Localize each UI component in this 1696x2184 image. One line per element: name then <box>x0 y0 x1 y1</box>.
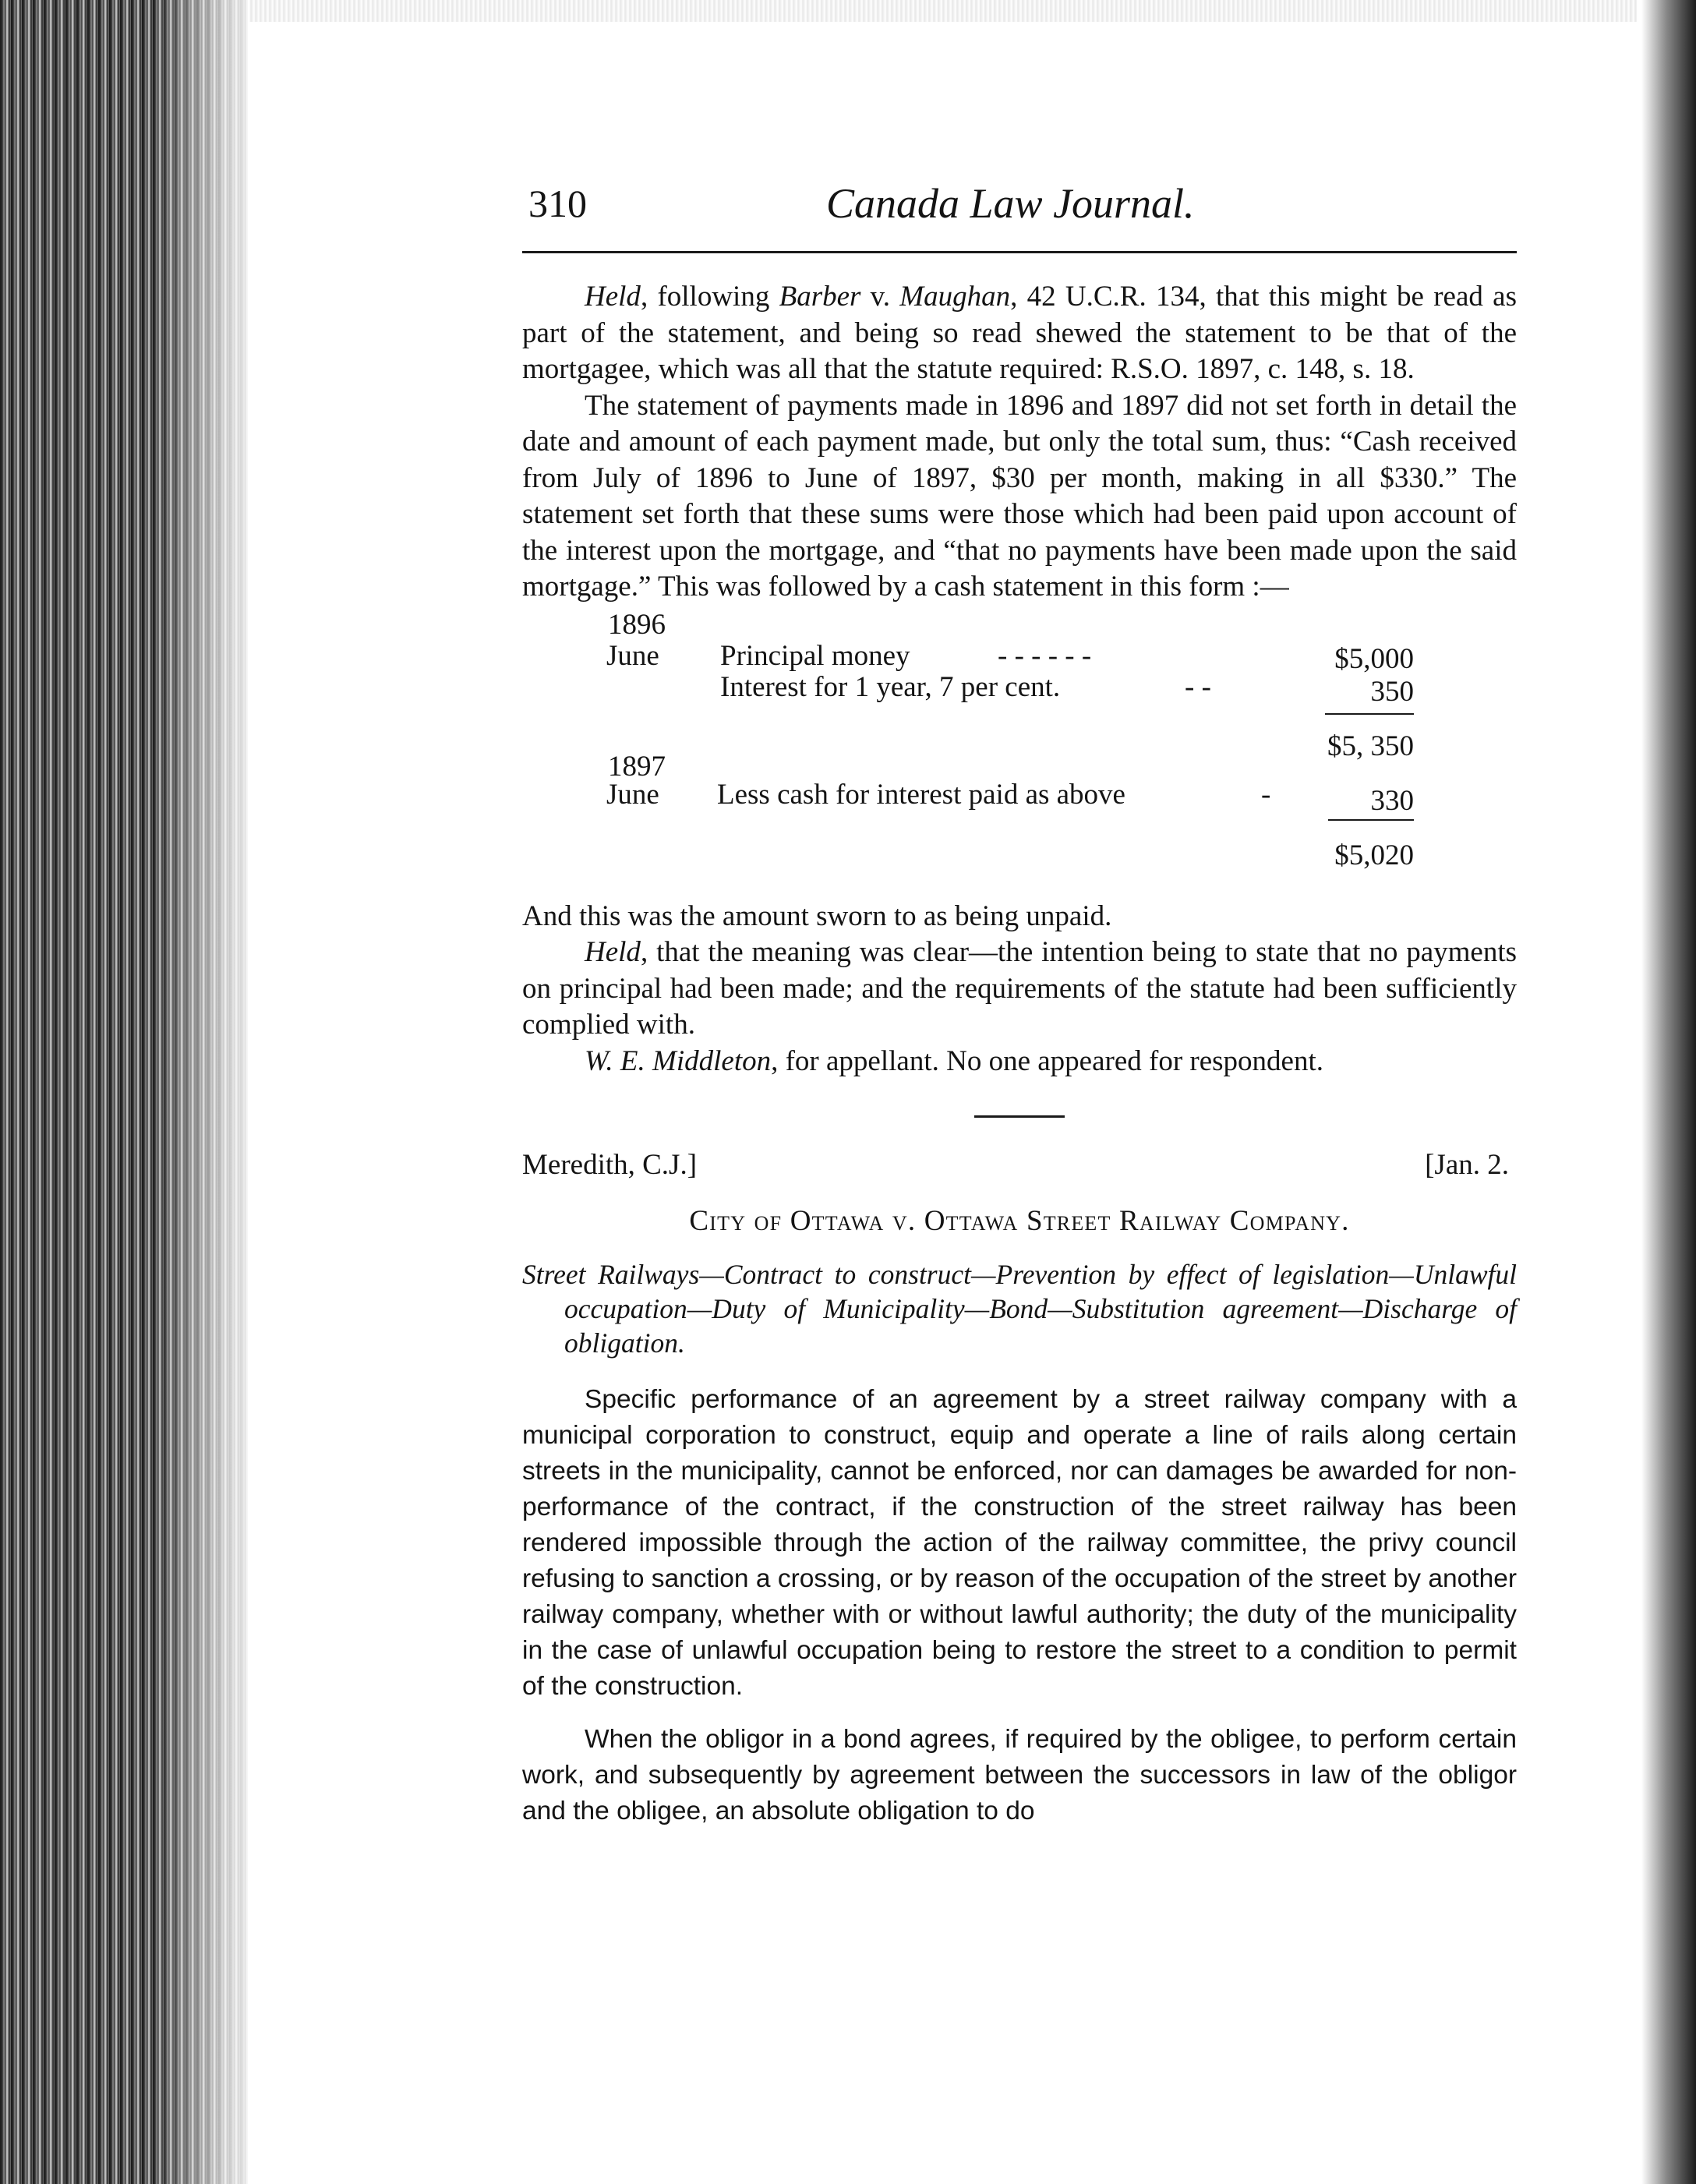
cash-row-label: Interest for 1 year, 7 per cent. <box>720 670 1061 703</box>
cash-month-june: June <box>606 639 659 672</box>
paragraph-obligor-bond: When the obligor in a bond agrees, if required by the obligee, to perform certain work, and subsequently by agreement between the successors in law of the obligor and the obligee, an absolute obligation to do <box>522 1724 1517 1825</box>
sum-rule <box>1328 819 1414 821</box>
case-title: City of Ottawa v. Ottawa Street Railway Company. <box>689 1205 1350 1237</box>
case-name: Barber <box>779 281 861 313</box>
cash-row-amount: 350 <box>1370 675 1414 708</box>
running-header <box>514 179 1512 249</box>
cash-year-1896: 1896 <box>608 608 666 641</box>
header-rule <box>522 251 1517 253</box>
para-text: , that the meaning was clear—the intention being to state that no payments on principal had been made; and the requirements of the statute had been sufficiently complied with. <box>522 936 1517 1041</box>
paragraph-held-following <box>522 279 1517 388</box>
para-text: , for appellant. No one appeared for respondent. <box>771 1044 1323 1077</box>
scan-noise-top <box>249 0 1637 22</box>
binding-gutter-fade <box>156 0 273 2184</box>
judge-name: Meredith, C.J.] <box>522 1149 698 1181</box>
page-body <box>522 279 1517 1829</box>
cash-row-label: Principal money <box>720 639 910 672</box>
page-edge-shadow <box>1641 0 1696 2184</box>
section-divider <box>974 1115 1065 1118</box>
paragraph-counsel <box>522 1044 1517 1080</box>
running-title: Canada Law Journal. <box>826 180 1195 227</box>
cash-statement <box>522 607 1517 899</box>
cash-total: $5,020 <box>1334 839 1414 871</box>
paragraph-held-meaning <box>522 935 1517 1044</box>
case-name: Maughan <box>899 281 1011 313</box>
counsel-name: W. E. Middleton <box>585 1044 772 1077</box>
para-text: v. <box>860 281 900 313</box>
sum-rule <box>1325 713 1414 715</box>
cash-row-dots: - - - - - - <box>998 639 1092 672</box>
cash-subtotal: $5, 350 <box>1327 730 1414 762</box>
cash-row-label: Less cash for interest paid as above <box>717 778 1125 811</box>
headnote: Street Railways—Contract to construct—Prevention by effect of legislation—Unlawful occupation—Duty of Municipality—Bond—Substitution agreement—Discharge of obligation. <box>522 1258 1517 1359</box>
journal-page <box>514 179 1517 1825</box>
para-text: , following <box>640 281 779 313</box>
cash-year-1897: 1897 <box>608 750 666 783</box>
paragraph-statement-of-payments: The statement of payments made in 1896 and 1897 did not set forth in detail the date and amount of each payment made, but only the total sum, thus: “Cash received from July of 1896 to June of 1897, $30 per month, making in all $330.” The statement set forth that these sums were those which had been paid upon account of the interest upon the mortgage, and “that no payments have been made upon the said mortgage.” This was followed by a cash statement in this form :— <box>522 389 1517 603</box>
cash-month-june: June <box>606 778 659 811</box>
page-number: 310 <box>528 182 587 225</box>
para-text: , 42 U.C.R. 134, that this might be read as part of the statement, and being so read shewed the statement to be that of the mortgagee, which was all that the statute required: R.S.O. 1897, c. 148, s. 18. <box>522 281 1517 385</box>
judgment-date: [Jan. 2. <box>1425 1149 1509 1181</box>
cash-row-amount: $5,000 <box>1334 642 1414 675</box>
cash-row-amount: 330 <box>1370 784 1414 817</box>
judge-date-line <box>522 1147 1517 1188</box>
paragraph-sworn-unpaid: And this was the amount sworn to as being unpaid. <box>522 899 1112 932</box>
case-summary <box>522 1382 1517 1829</box>
cash-row-dots: - - <box>1185 670 1211 703</box>
held-word: Held <box>585 936 641 968</box>
held-word: Held <box>585 281 641 313</box>
paragraph-specific-performance: Specific performance of an agreement by a street railway company with a municipal corporation to construct, equip and operate a line of rails along certain streets in the municipality, cannot be enforced, nor can damages be awarded for non-performance of the contract, if the construction of the street railway has been rendered impossible through the action of the railway committee, the privy council refusing to sanction a crossing, or by reason of the occupation of the street by another railway company, whether with or without lawful authority; the duty of the municipality in the case of unlawful occupation being to restore the street to a condition to permit of the construction. <box>522 1384 1517 1701</box>
cash-row-dots: - <box>1261 778 1271 811</box>
